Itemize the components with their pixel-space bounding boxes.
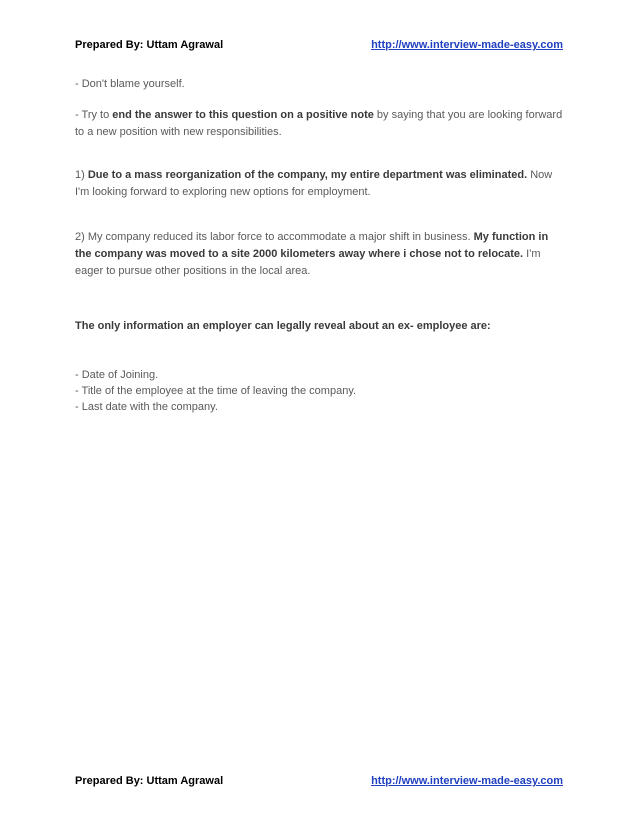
paragraph-text: - Don't blame yourself. (75, 78, 185, 90)
paragraph-text-bold: end the answer to this question on a positive note (112, 109, 374, 121)
paragraph-answer-2 (75, 229, 565, 280)
footer-author: Prepared By: Uttam Agrawal (75, 775, 224, 787)
footer-link[interactable]: http://www.interview-made-easy.com (371, 775, 563, 787)
paragraph-text-bold: Due to a mass reorganization of the company, my entire department was eliminated. (87, 169, 528, 181)
paragraph-positive-note (75, 107, 565, 141)
paragraph-text-pre: 1) (75, 169, 88, 181)
list-item: - Last date with the company. (75, 401, 218, 413)
paragraph-text-post: by saying that you are looking forward to a new position with new responsibilities. (75, 109, 563, 138)
paragraph-text-bold: My function in the company was moved to a site 2000 kilometers away where i chose not to relocate. (75, 231, 549, 260)
paragraph-text-post: I'm eager to pursue other positions in the local area. (75, 248, 541, 277)
paragraph-text-pre: - Try to (75, 109, 113, 121)
paragraph-text-pre: 2) My company reduced its labor force to accommodate a major shift in business. (75, 231, 474, 243)
info-list (75, 367, 565, 415)
header-link[interactable]: http://www.interview-made-easy.com (371, 39, 563, 51)
list-item: - Title of the employee at the time of leaving the company. (75, 385, 357, 397)
paragraph-answer-1 (75, 167, 565, 201)
paragraph-dont-blame (75, 76, 565, 93)
section-heading: The only information an employer can legally reveal about an ex- employee are: (75, 320, 491, 332)
paragraph-text-post: Now I'm looking forward to exploring new options for employment. (75, 169, 553, 198)
header-author: Prepared By: Uttam Agrawal (75, 39, 224, 51)
list-item: - Date of Joining. (75, 369, 159, 381)
